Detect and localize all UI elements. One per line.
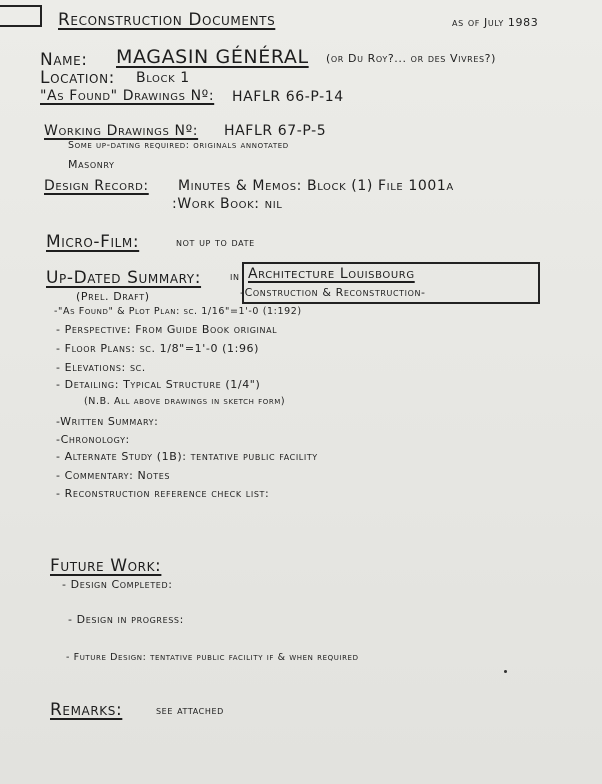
summary-item-elevations: - Elevations: sc. xyxy=(56,361,146,374)
design-record-label: Design Record: xyxy=(44,178,149,194)
updated-summary-draft: (Prel. Draft) xyxy=(76,290,150,303)
location-value: Block 1 xyxy=(136,70,190,86)
working-note-line1: Some up-dating required: originals annotated xyxy=(68,140,289,151)
future-work-label: Future Work: xyxy=(50,556,162,576)
updated-summary-label: Up-Dated Summary: xyxy=(46,268,202,288)
working-drawings-value: HAFLR 67-P-5 xyxy=(224,123,327,139)
location-label: Location: xyxy=(40,68,115,88)
name-value: MAGASIN GÉNÉRAL xyxy=(116,46,309,68)
publication-subtitle: -Construction & Reconstruction- xyxy=(240,286,426,299)
as-found-value: HAFLR 66-P-14 xyxy=(232,89,344,105)
working-drawings-label: Working Drawings Nº: xyxy=(44,123,199,139)
future-work-completed: - Design Completed: xyxy=(62,578,173,591)
publication-title: Architecture Louisbourg xyxy=(248,266,415,282)
updated-summary-in: in xyxy=(230,270,240,283)
summary-item-written-summary: -Written Summary: xyxy=(56,415,159,428)
summary-item-perspective: - Perspective: From Guide Book original xyxy=(56,323,278,336)
summary-item-note: (N.B. All above drawings in sketch form) xyxy=(84,396,286,407)
working-note-line2: Masonry xyxy=(68,158,115,171)
summary-item-detailing: - Detailing: Typical Structure (1/4") xyxy=(56,378,261,391)
corner-bracket-mark xyxy=(0,5,42,27)
summary-item-reference-checklist: - Reconstruction reference check list: xyxy=(56,487,270,500)
summary-item-alternate-study: - Alternate Study (1B): tentative public facility xyxy=(56,450,318,463)
design-record-workbook: :Work Book: nil xyxy=(172,196,283,212)
document-title: Reconstruction Documents xyxy=(58,10,276,30)
as-found-label: "As Found" Drawings Nº: xyxy=(40,88,215,104)
summary-item-as-found: -"As Found" & Plot Plan: sc. 1/16"=1'-0 (1:192) xyxy=(54,306,302,317)
remarks-label: Remarks: xyxy=(50,700,123,720)
ink-dot xyxy=(504,670,507,673)
summary-item-floor-plans: - Floor Plans: sc. 1/8"=1'-0 (1:96) xyxy=(56,342,260,355)
microfilm-label: Micro-Film: xyxy=(46,232,140,252)
future-work-future-design: - Future Design: tentative public facility if & when required xyxy=(66,652,359,663)
design-record-minutes: Minutes & Memos: Block (1) File 1001a xyxy=(178,178,454,194)
future-work-in-progress: - Design in progress: xyxy=(68,613,184,626)
summary-item-commentary: - Commentary: Notes xyxy=(56,469,171,482)
name-label: Name: xyxy=(40,50,88,70)
remarks-value: see attached xyxy=(156,704,224,717)
microfilm-value: not up to date xyxy=(176,236,255,249)
name-note: (or Du Roy?... or des Vivres?) xyxy=(326,52,496,65)
document-date: as of July 1983 xyxy=(452,16,539,29)
summary-item-chronology: -Chronology: xyxy=(56,433,130,446)
